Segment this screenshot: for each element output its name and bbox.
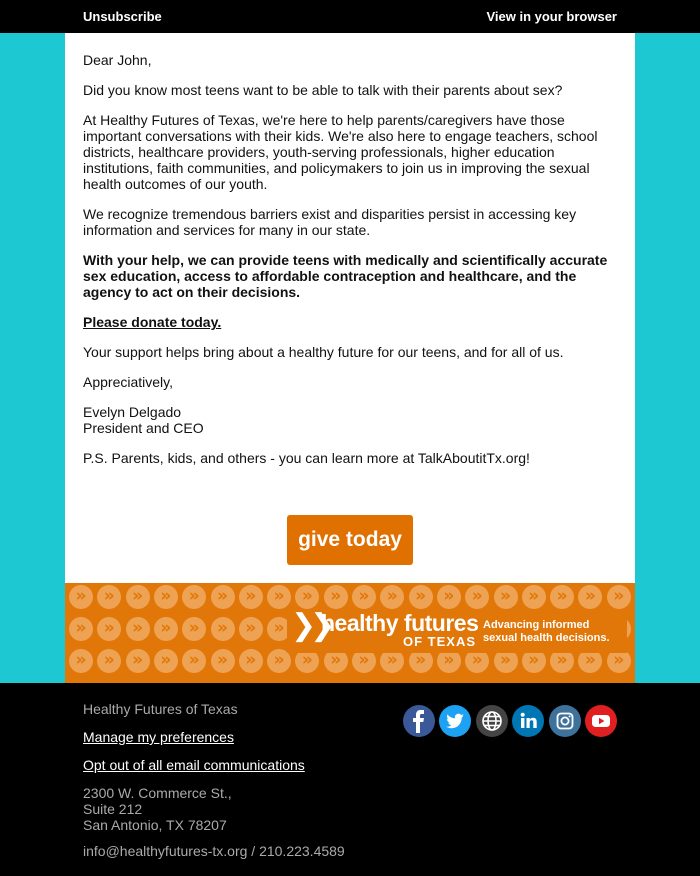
pattern-chevron-icon xyxy=(295,585,319,609)
footer xyxy=(0,683,700,876)
paragraph-5: Your support helps bring about a healthy future for our teens, and for all of us. xyxy=(83,344,564,360)
pattern-chevron-icon xyxy=(211,649,235,673)
pattern-chevron-icon xyxy=(126,617,150,641)
pattern-chevron-icon xyxy=(494,585,518,609)
letter-content xyxy=(83,52,617,480)
youtube-icon[interactable] xyxy=(585,705,617,737)
pattern-chevron-icon xyxy=(578,585,602,609)
donate-link[interactable]: Please donate today. xyxy=(83,314,222,330)
paragraph-3: We recognize tremendous barriers exist and disparities persist in accessing key information and services for many in our state. xyxy=(83,206,577,238)
opt-out-link[interactable]: Opt out of all email communications xyxy=(83,757,305,773)
pattern-chevron-icon xyxy=(97,649,121,673)
pattern-chevron-icon xyxy=(154,617,178,641)
pattern-chevron-icon xyxy=(154,649,178,673)
pattern-chevron-icon xyxy=(182,585,206,609)
pattern-chevron-icon xyxy=(239,649,263,673)
double-chevron-icon: ❯❯ xyxy=(291,608,330,643)
give-today-button[interactable]: give today xyxy=(287,515,413,565)
paragraph-2: At Healthy Futures of Texas, we're here to help parents/caregivers have those important conversations with their kids. We're also here to engage teachers, school districts, healthcare providers, youth-serving professionals, higher education institutions, faith communities, and policymakers to join us in improving the sexual health outcomes of our youth. xyxy=(83,112,598,192)
pattern-chevron-icon xyxy=(69,649,93,673)
pattern-chevron-icon xyxy=(239,617,263,641)
address-line-1: 2300 W. Commerce St., xyxy=(83,785,232,801)
postscript: P.S. Parents, kids, and others - you can learn more at TalkAboutitTx.org! xyxy=(83,450,530,466)
pattern-chevron-icon xyxy=(324,585,348,609)
pattern-chevron-icon xyxy=(437,585,461,609)
paragraph-1: Did you know most teens want to be able to talk with their parents about sex? xyxy=(83,82,563,98)
brand-banner xyxy=(65,583,635,683)
pattern-chevron-icon xyxy=(550,585,574,609)
linkedin-icon[interactable] xyxy=(512,705,544,737)
view-in-browser-link[interactable]: View in your browser xyxy=(486,9,617,24)
pattern-chevron-icon xyxy=(211,585,235,609)
logo-block xyxy=(287,609,627,653)
pattern-chevron-icon xyxy=(239,585,263,609)
instagram-icon[interactable] xyxy=(549,705,581,737)
pattern-chevron-icon xyxy=(380,585,404,609)
pattern-chevron-icon xyxy=(97,617,121,641)
signature xyxy=(83,404,617,436)
facebook-icon[interactable] xyxy=(403,705,435,737)
pattern-chevron-icon xyxy=(465,585,489,609)
footer-address xyxy=(83,785,232,833)
logo-subtitle: OF TEXAS xyxy=(403,634,477,649)
address-line-3: San Antonio, TX 78207 xyxy=(83,817,227,833)
pattern-chevron-icon xyxy=(97,585,121,609)
paragraph-4-bold: With your help, we can provide teens with medically and scientifically accurate sex education, access to affordable contraception and healthcare, and the agency to act on their decisions. xyxy=(83,252,608,300)
footer-org-name: Healthy Futures of Texas xyxy=(83,701,238,717)
address-line-2: Suite 212 xyxy=(83,801,143,817)
pattern-chevron-icon xyxy=(126,649,150,673)
pattern-chevron-icon xyxy=(211,617,235,641)
pattern-chevron-icon xyxy=(182,617,206,641)
signer-title: President and CEO xyxy=(83,420,204,436)
manage-preferences-link[interactable]: Manage my preferences xyxy=(83,729,234,745)
closing: Appreciatively, xyxy=(83,374,174,390)
signer-name: Evelyn Delgado xyxy=(83,404,182,420)
pattern-chevron-icon xyxy=(352,585,376,609)
pattern-chevron-icon xyxy=(409,585,433,609)
email-body-card xyxy=(65,33,635,583)
pattern-chevron-icon xyxy=(182,649,206,673)
pattern-chevron-icon xyxy=(607,585,631,609)
twitter-icon[interactable] xyxy=(439,705,471,737)
pattern-chevron-icon xyxy=(126,585,150,609)
unsubscribe-link[interactable]: Unsubscribe xyxy=(83,9,162,24)
tagline: Advancing informed sexual health decisions. xyxy=(483,619,610,644)
greeting: Dear John, xyxy=(83,52,152,68)
footer-contact: info@healthyfutures-tx.org / 210.223.4589 xyxy=(83,843,345,859)
logo-name: healthy futures xyxy=(321,610,479,636)
website-icon[interactable] xyxy=(476,705,508,737)
pattern-chevron-icon xyxy=(154,585,178,609)
top-bar xyxy=(0,0,700,33)
pattern-chevron-icon xyxy=(69,585,93,609)
pattern-chevron-icon xyxy=(522,585,546,609)
pattern-chevron-icon xyxy=(69,617,93,641)
pattern-chevron-icon xyxy=(267,585,291,609)
